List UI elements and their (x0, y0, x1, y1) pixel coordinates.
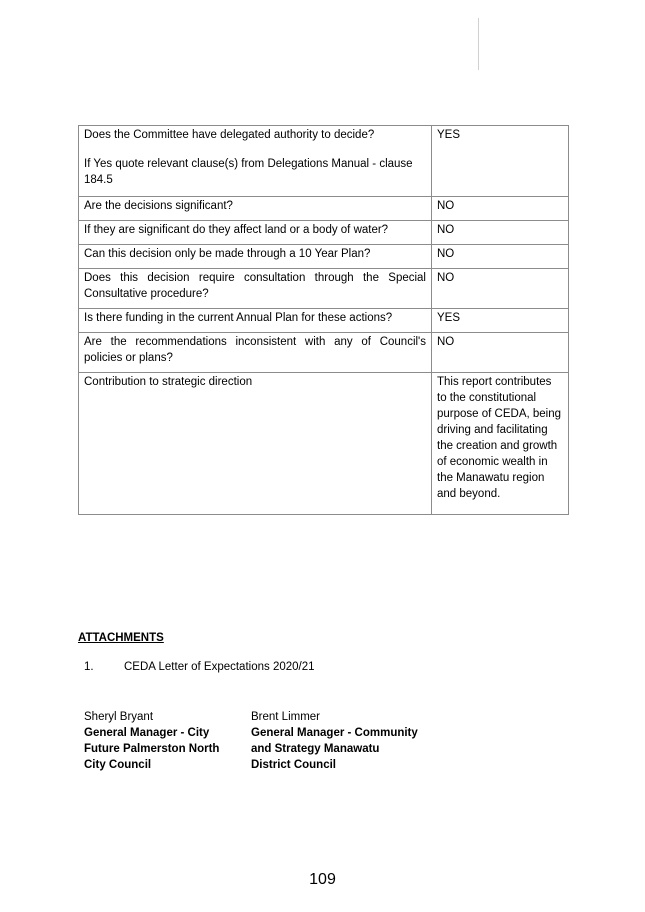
table-row (79, 197, 569, 221)
page-number: 109 (309, 871, 336, 888)
question-text: Does the Committee have delegated authority to decide? (84, 129, 375, 141)
question-cell (79, 126, 432, 197)
margin-line (478, 18, 479, 70)
signatory-block (251, 709, 421, 773)
answer-cell: YES (432, 309, 569, 333)
signatory-title: General Manager - City Future Palmerston North City Council (84, 727, 220, 771)
question-subtext: If Yes quote relevant clause(s) from Delegations Manual - clause 184.5 (84, 158, 413, 186)
question-cell: If they are significant do they affect land or a body of water? (79, 221, 432, 245)
signatory-block (84, 709, 224, 773)
attachment-number: 1. (84, 661, 94, 673)
question-cell: Are the recommendations inconsistent with any of Council's policies or plans? (79, 333, 432, 373)
signatory-name: Brent Limmer (251, 711, 321, 723)
answer-cell: NO (432, 269, 569, 309)
answer-cell: This report contributes to the constitutional purpose of CEDA, being driving and facilitating the creation and growth of economic wealth in the Manawatu region and beyond. (432, 373, 569, 515)
table-row (79, 309, 569, 333)
answer-cell: NO (432, 333, 569, 373)
table-row (79, 373, 569, 515)
attachments-heading: ATTACHMENTS (78, 632, 164, 644)
answer-cell: NO (432, 197, 569, 221)
question-cell: Does this decision require consultation through the Special Consultative procedure? (79, 269, 432, 309)
signatory-name: Sheryl Bryant (84, 711, 154, 723)
table-row (79, 126, 569, 197)
answer-cell: NO (432, 245, 569, 269)
table-row (79, 245, 569, 269)
attachment-label: CEDA Letter of Expectations 2020/21 (124, 661, 315, 673)
question-cell: Is there funding in the current Annual Plan for these actions? (79, 309, 432, 333)
attachment-item[interactable] (84, 661, 315, 673)
question-cell: Can this decision only be made through a 10 Year Plan? (79, 245, 432, 269)
question-cell: Contribution to strategic direction (79, 373, 432, 515)
signatory-title: General Manager - Community and Strategy Manawatu District Council (251, 727, 418, 771)
question-cell: Are the decisions significant? (79, 197, 432, 221)
table-row (79, 221, 569, 245)
table-row (79, 333, 569, 373)
table-row (79, 269, 569, 309)
decision-table (78, 125, 569, 515)
answer-cell: NO (432, 221, 569, 245)
answer-cell: YES (432, 126, 569, 197)
